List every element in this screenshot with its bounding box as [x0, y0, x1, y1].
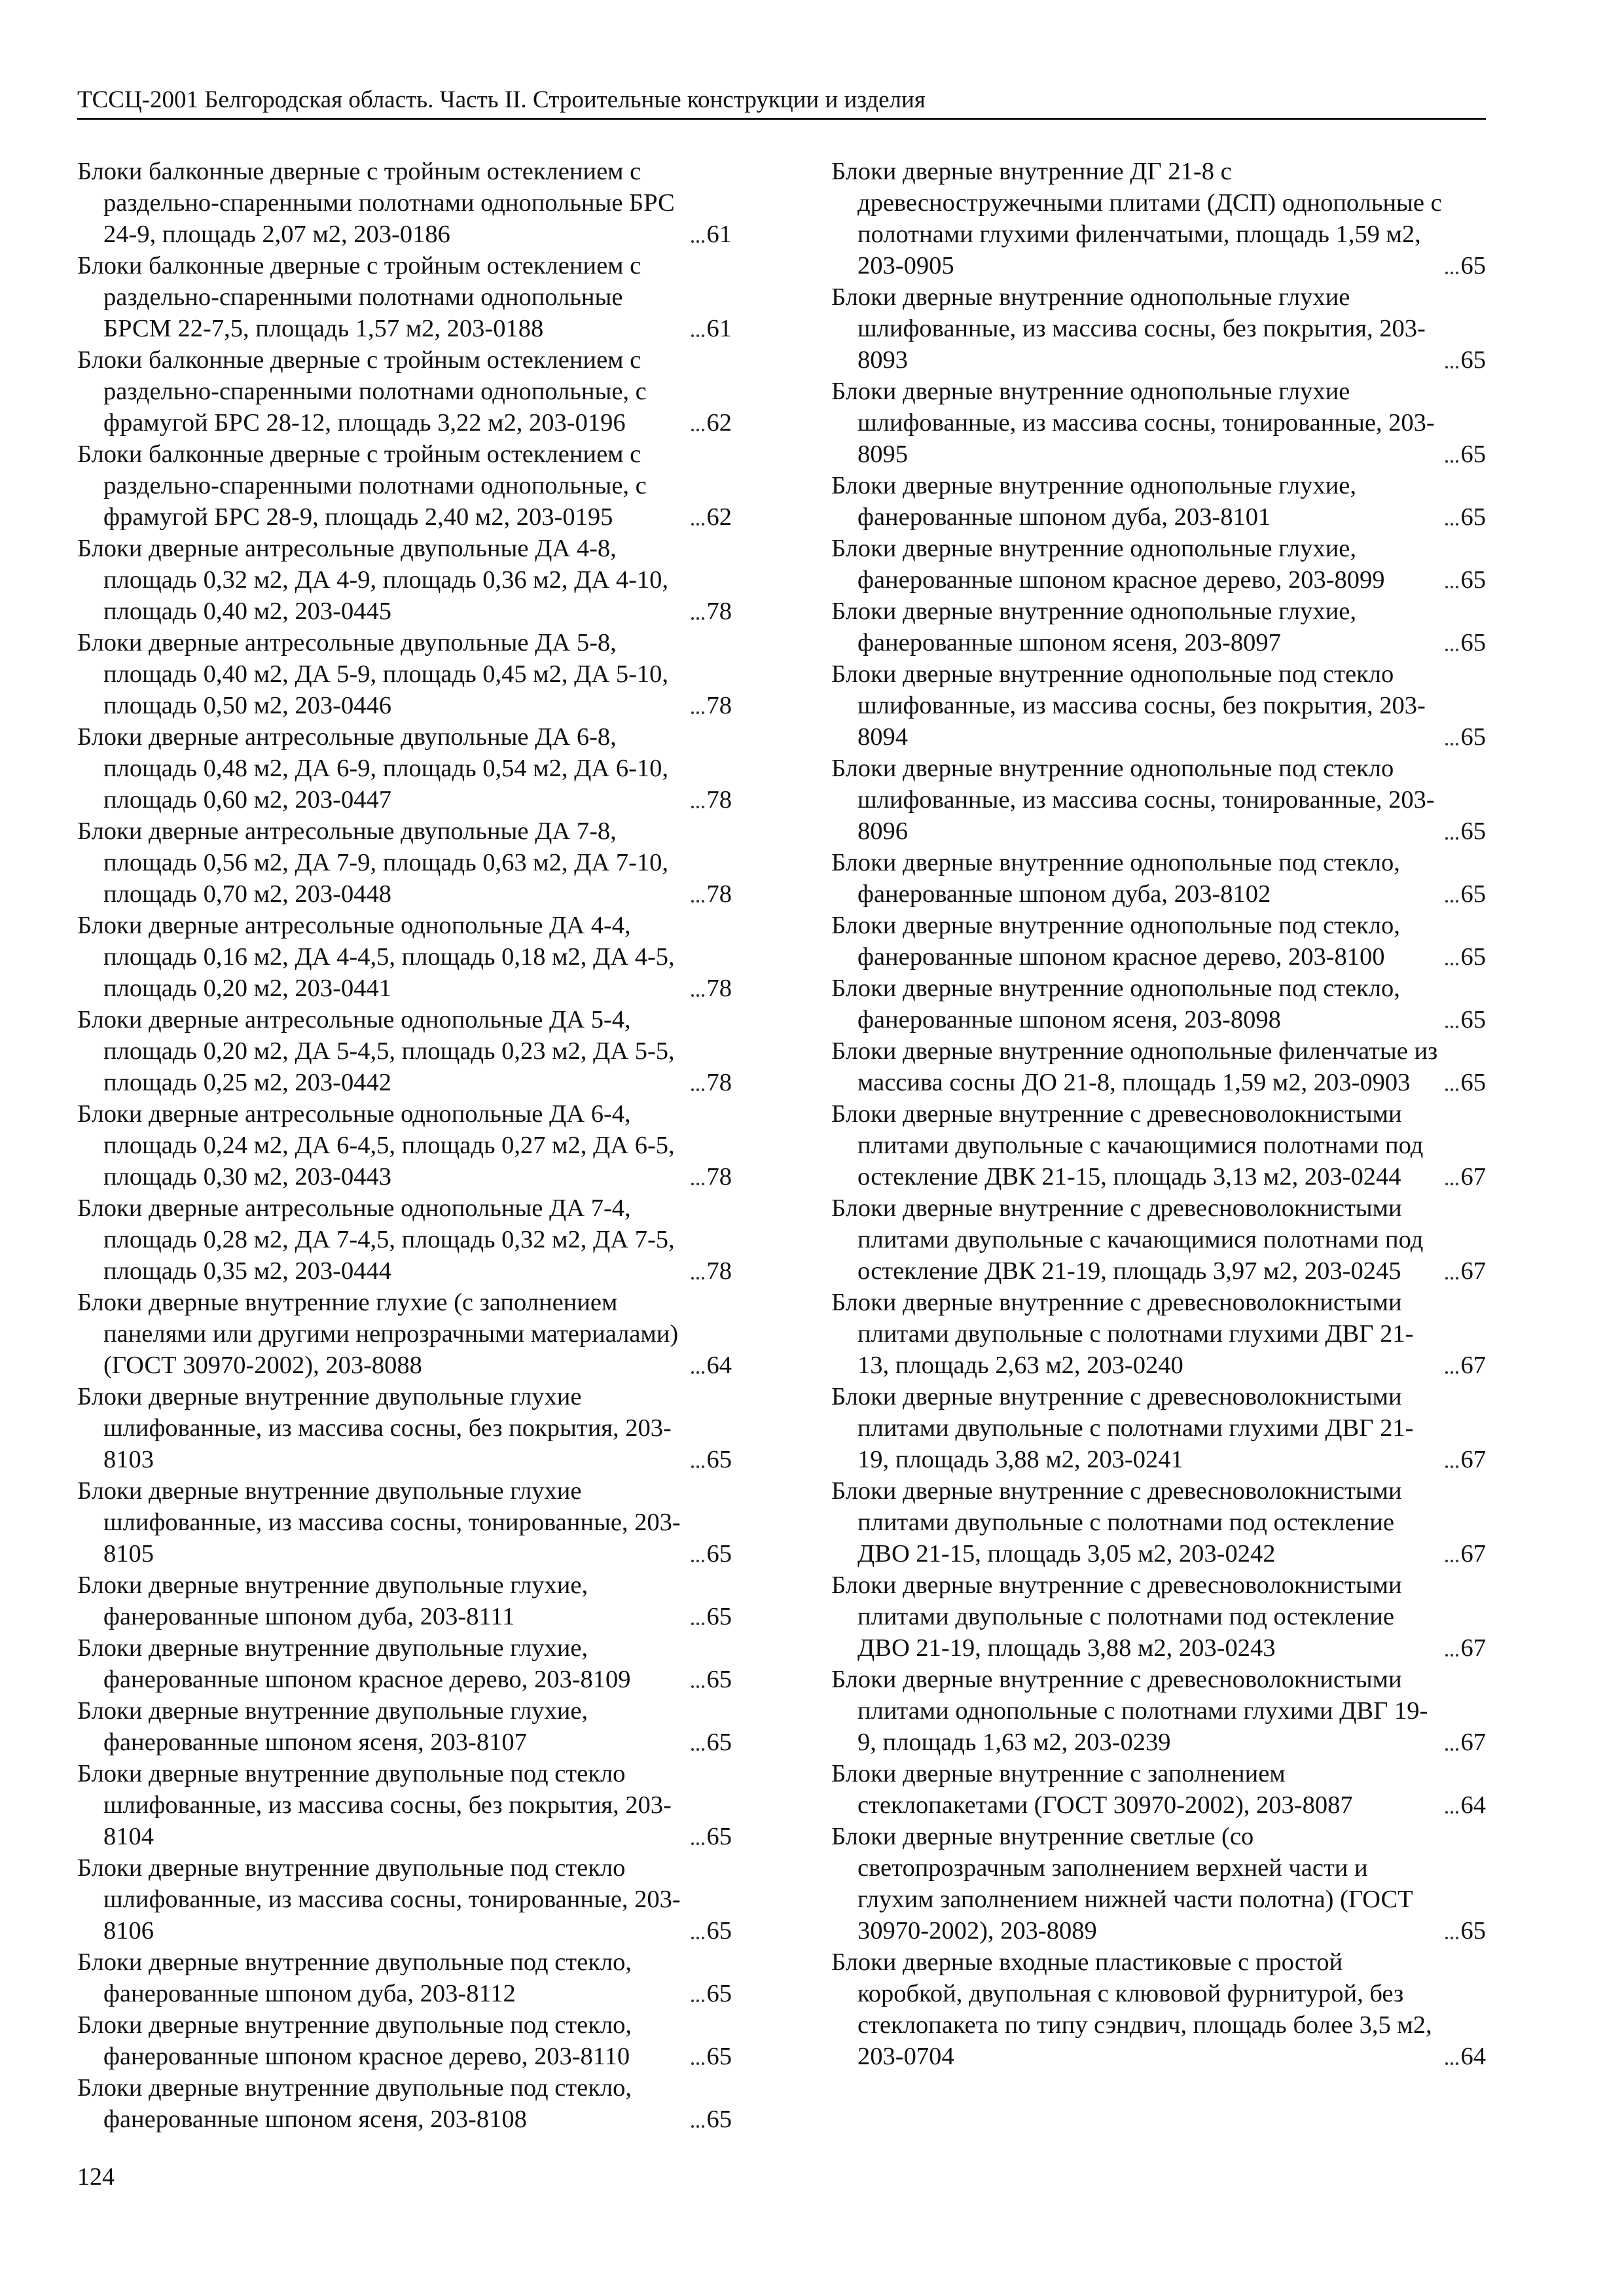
index-entry-text: Блоки дверные внутренние однопольные филенчатые из массива сосны ДО 21-8, площадь 1,59 м2, 203-0903 — [831, 1037, 1438, 1096]
index-entry-page: 62 — [706, 503, 732, 531]
index-entry — [77, 156, 732, 250]
index-entry — [831, 1098, 1486, 1193]
index-entry — [77, 1287, 732, 1381]
index-entry-page: 67 — [1460, 1540, 1486, 1568]
dot-leader — [691, 1560, 704, 1562]
index-entry-text: Блоки дверные внутренние двупольные под стекло, фанерованные шпоном красное дерево, 203-8110 — [77, 2011, 632, 2070]
dot-leader — [691, 617, 704, 620]
dot-leader — [1445, 837, 1458, 840]
dot-leader — [1445, 963, 1458, 965]
index-entry-text: Блоки дверные внутренние светлые (со светопрозрачным заполнением верхней части и глухим заполнением нижней части полотна) (ГОСТ 30970-2002), 203-8089 — [831, 1823, 1413, 1945]
index-entry-text: Блоки дверные антресольные однопольные ДА 5-4, площадь 0,20 м2, ДА 5-4,5, площадь 0,23 м2, ДА 5-5, площадь 0,25 м2, 203-0442 — [77, 1006, 675, 1096]
index-entry-page: 78 — [706, 880, 732, 908]
dot-leader — [1445, 523, 1458, 526]
index-entry — [831, 1035, 1486, 1098]
index-entry-text: Блоки дверные внутренние с древесноволокнистыми плитами однопольные с полотнами глухими ДВГ 19-9, площадь 1,63 м2, 203-0239 — [831, 1666, 1428, 1756]
dot-leader — [691, 806, 704, 808]
dot-leader — [691, 2000, 704, 2002]
dot-leader — [1445, 1811, 1458, 1814]
dot-leader — [691, 711, 704, 714]
index-entry — [831, 973, 1486, 1035]
index-entry-text: Блоки дверные внутренние с заполнением стеклопакетами (ГОСТ 30970-2002), 203-8087 — [831, 1760, 1353, 1819]
index-entry-page: 65 — [1460, 566, 1486, 594]
index-entry — [77, 2009, 732, 2072]
dot-leader — [1445, 1465, 1458, 1468]
dot-leader — [691, 900, 704, 903]
dot-leader — [691, 2062, 704, 2065]
index-entry-text: Блоки дверные антресольные однопольные ДА 7-4, площадь 0,28 м2, ДА 7-4,5, площадь 0,32 м2, ДА 7-5, площадь 0,35 м2, 203-0444 — [77, 1194, 675, 1285]
dot-leader — [1445, 1560, 1458, 1562]
index-entry — [831, 1287, 1486, 1381]
index-entry — [77, 1193, 732, 1287]
index-entry-text: Блоки дверные внутренние с древесноволокнистыми плитами двупольные с полотнами глухими ДВГ 21-19, площадь 3,88 м2, 203-0241 — [831, 1383, 1414, 1473]
index-entry-page: 65 — [1460, 1917, 1486, 1945]
index-entry — [77, 1475, 732, 1570]
index-entry-page: 78 — [706, 975, 732, 1002]
dot-leader — [1445, 1088, 1458, 1091]
index-entry-page: 65 — [706, 1917, 732, 1945]
index-entry — [77, 439, 732, 533]
index-entry — [831, 533, 1486, 596]
index-entry — [831, 470, 1486, 533]
index-entry — [77, 816, 732, 910]
index-entry-text: Блоки дверные внутренние двупольные глухие, фанерованные шпоном ясеня, 203-8107 — [77, 1697, 588, 1756]
index-entry — [831, 1946, 1486, 2072]
page-number: 124 — [77, 2163, 115, 2191]
dot-leader — [1445, 1277, 1458, 1280]
index-entry-page: 61 — [706, 315, 732, 342]
index-entry-text: Блоки дверные внутренние двупольные глухие шлифованные, из массива сосны, без покрытия, 203-8103 — [77, 1383, 672, 1473]
index-entry-page: 78 — [706, 692, 732, 719]
index-entry — [831, 1758, 1486, 1821]
index-entry-page: 64 — [1460, 1791, 1486, 1819]
index-entry-page: 65 — [1460, 880, 1486, 908]
dot-leader — [1445, 1026, 1458, 1028]
dot-leader — [691, 429, 704, 431]
dot-leader — [691, 2125, 704, 2128]
index-entry-page: 78 — [706, 1069, 732, 1096]
index-entry — [831, 281, 1486, 376]
index-entry-page: 78 — [706, 1163, 732, 1191]
index-entry — [77, 1852, 732, 1946]
index-entry-text: Блоки дверные внутренние однопольные под стекло, фанерованные шпоном красное дерево, 203-8100 — [831, 912, 1400, 971]
index-entry-text: Блоки дверные внутренние с древесноволокнистыми плитами двупольные с качающимися полотнами под остекление ДВК 21-19, площадь 3,97 м2, 203-0245 — [831, 1194, 1424, 1285]
index-entry-text: Блоки дверные внутренние однопольные под стекло шлифованные, из массива сосны, без покрытия, 203-8094 — [831, 660, 1426, 751]
dot-leader — [691, 1748, 704, 1751]
index-entry-page: 64 — [706, 1352, 732, 1379]
index-entry-text: Блоки балконные дверные с тройным остеклением с раздельно-спаренными полотнами однопольные, с фрамугой БРС 28-12, площадь 3,22 м2, 203-0196 — [77, 346, 647, 437]
index-entry — [831, 1821, 1486, 1946]
index-entry-text: Блоки дверные внутренние однопольные глухие, фанерованные шпоном дуба, 203-8101 — [831, 472, 1356, 531]
header-rule — [77, 118, 1486, 120]
index-entry-page: 65 — [706, 2043, 732, 2070]
index-entry-page: 65 — [706, 1540, 732, 1568]
index-entry-text: Блоки дверные внутренние двупольные глухие, фанерованные шпоном красное дерево, 203-8109 — [77, 1634, 631, 1693]
index-entry — [831, 847, 1486, 910]
dot-leader — [1445, 1654, 1458, 1657]
dot-leader — [1445, 2062, 1458, 2065]
dot-leader — [691, 1842, 704, 1845]
index-entry-text: Блоки дверные внутренние двупольные под стекло, фанерованные шпоном дуба, 203-8112 — [77, 1948, 632, 2007]
index-entry-text: Блоки дверные антресольные двупольные ДА 4-8, площадь 0,32 м2, ДА 4-9, площадь 0,36 м2, ДА 4-10, площадь 0,40 м2, 203-0445 — [77, 535, 669, 625]
index-entry-text: Блоки дверные внутренние глухие (с заполнением панелями или другими непрозрачными материалами) (ГОСТ 30970-2002), 203-8088 — [77, 1289, 679, 1379]
index-entry — [77, 344, 732, 439]
index-entry-text: Блоки дверные входные пластиковые с простой коробкой, двупольная с клювовой фурнитурой, без стеклопакета по типу сэндвич, площадь более 3,5 м2, 203-0704 — [831, 1948, 1432, 2070]
index-entry — [831, 596, 1486, 658]
index-entry — [77, 1381, 732, 1475]
index-entry-text: Блоки дверные внутренние двупольные под стекло шлифованные, из массива сосны, без покрытия, 203-8104 — [77, 1760, 672, 1850]
dot-leader — [1445, 1371, 1458, 1374]
index-entry-page: 78 — [706, 1257, 732, 1285]
dot-leader — [691, 1937, 704, 1939]
dot-leader — [691, 1183, 704, 1185]
index-column-left — [77, 156, 732, 2135]
index-entry — [77, 533, 732, 627]
index-entry-page: 65 — [1460, 629, 1486, 656]
dot-leader — [691, 1371, 704, 1374]
index-entry-text: Блоки дверные внутренние двупольные глухие, фанерованные шпоном дуба, 203-8111 — [77, 1571, 588, 1630]
index-entry-page: 78 — [706, 786, 732, 814]
index-entry — [77, 1098, 732, 1193]
index-entry-text: Блоки дверные внутренние с древесноволокнистыми плитами двупольные с полотнами под остекление ДВО 21-15, площадь 3,05 м2, 203-0242 — [831, 1477, 1402, 1568]
index-entry-page: 65 — [1460, 440, 1486, 468]
index-entry-page: 65 — [706, 1446, 732, 1473]
index-entry — [77, 1695, 732, 1758]
index-entry-text: Блоки дверные внутренние однопольные под стекло, фанерованные шпоном дуба, 203-8102 — [831, 849, 1400, 908]
index-entry-page: 65 — [1460, 503, 1486, 531]
dot-leader — [1445, 743, 1458, 745]
index-entry-text: Блоки дверные внутренние двупольные под стекло шлифованные, из массива сосны, тонированные, 203-8106 — [77, 1854, 681, 1945]
index-entry-text: Блоки дверные внутренние двупольные под стекло, фанерованные шпоном ясеня, 203-8108 — [77, 2074, 632, 2133]
index-entry-page: 65 — [706, 1666, 732, 1693]
index-entry — [77, 721, 732, 816]
index-entry-text: Блоки дверные внутренние однопольные под стекло шлифованные, из массива сосны, тонированные, 203-8096 — [831, 755, 1435, 845]
dot-leader — [691, 334, 704, 337]
index-entry — [831, 658, 1486, 753]
dot-leader — [691, 1685, 704, 1688]
dot-leader — [1445, 272, 1458, 274]
index-entry-page: 65 — [706, 1980, 732, 2007]
index-entry — [77, 2072, 732, 2135]
dot-leader — [1445, 900, 1458, 903]
dot-leader — [691, 1277, 704, 1280]
index-entry-text: Блоки дверные антресольные однопольные ДА 6-4, площадь 0,24 м2, ДА 6-4,5, площадь 0,27 м2, ДА 6-5, площадь 0,30 м2, 203-0443 — [77, 1100, 675, 1191]
dot-leader — [691, 240, 704, 243]
index-entry-text: Блоки балконные дверные с тройным остеклением с раздельно-спаренными полотнами однопольные БРСМ 22-7,5, площадь 1,57 м2, 203-0188 — [77, 252, 641, 342]
index-entry-page: 65 — [1460, 817, 1486, 845]
dot-leader — [1445, 366, 1458, 368]
dot-leader — [1445, 586, 1458, 588]
index-entry-page: 65 — [706, 2106, 732, 2133]
index-entry-text: Блоки дверные внутренние с древесноволокнистыми плитами двупольные с качающимися полотнами под остекление ДВК 21-15, площадь 3,13 м2, 203-0244 — [831, 1100, 1424, 1191]
index-entry — [77, 1570, 732, 1632]
index-entry — [77, 1946, 732, 2009]
dot-leader — [691, 1623, 704, 1625]
index-entry-text: Блоки дверные антресольные двупольные ДА 6-8, площадь 0,48 м2, ДА 6-9, площадь 0,54 м2, ДА 6-10, площадь 0,60 м2, 203-0447 — [77, 723, 669, 814]
index-entry-page: 65 — [706, 1729, 732, 1756]
index-entry — [831, 156, 1486, 281]
index-entry-page: 67 — [1460, 1257, 1486, 1285]
index-entry — [831, 1570, 1486, 1664]
dot-leader — [1445, 1183, 1458, 1185]
index-entry-page: 65 — [1460, 346, 1486, 374]
index-entry — [77, 910, 732, 1004]
index-entry-text: Блоки балконные дверные с тройным остеклением с раздельно-спаренными полотнами однопольные, с фрамугой БРС 28-9, площадь 2,40 м2, 203-0195 — [77, 440, 647, 531]
index-column-right — [831, 156, 1486, 2072]
index-entry-text: Блоки дверные внутренние однопольные глухие шлифованные, из массива сосны, без покрытия, 203-8093 — [831, 283, 1426, 374]
index-entry-page: 65 — [706, 1823, 732, 1850]
index-entry — [77, 1004, 732, 1098]
index-entry-page: 67 — [1460, 1446, 1486, 1473]
index-entry — [831, 1475, 1486, 1570]
index-entry-page: 64 — [1460, 2043, 1486, 2070]
index-entry-page: 67 — [1460, 1634, 1486, 1662]
index-entry — [831, 1664, 1486, 1758]
index-entry-page: 65 — [1460, 723, 1486, 751]
index-entry — [77, 1758, 732, 1852]
index-entry — [831, 376, 1486, 470]
index-entry-text: Блоки дверные внутренние с древесноволокнистыми плитами двупольные с полотнами глухими ДВГ 21-13, площадь 2,63 м2, 203-0240 — [831, 1289, 1414, 1379]
index-entry-text: Блоки дверные внутренние однопольные глухие шлифованные, из массива сосны, тонированные, 203-8095 — [831, 378, 1435, 468]
dot-leader — [691, 1465, 704, 1468]
index-entry-page: 65 — [1460, 252, 1486, 279]
index-entry-page: 65 — [1460, 943, 1486, 971]
dot-leader — [1445, 460, 1458, 463]
index-entry-text: Блоки дверные внутренние двупольные глухие шлифованные, из массива сосны, тонированные, 203-8105 — [77, 1477, 681, 1568]
index-entry-text: Блоки дверные антресольные однопольные ДА 4-4, площадь 0,16 м2, ДА 4-4,5, площадь 0,18 м2, ДА 4-5, площадь 0,20 м2, 203-0441 — [77, 912, 675, 1002]
index-entry-page: 65 — [1460, 1069, 1486, 1096]
index-entry-page: 78 — [706, 598, 732, 625]
index-entry-text: Блоки балконные дверные с тройным остеклением с раздельно-спаренными полотнами однопольные БРС 24-9, площадь 2,07 м2, 203-0186 — [77, 158, 675, 248]
index-entry — [77, 250, 732, 344]
index-entry-page: 67 — [1460, 1163, 1486, 1191]
index-entry-page: 67 — [1460, 1729, 1486, 1756]
dot-leader — [691, 1088, 704, 1091]
index-entry — [831, 910, 1486, 973]
index-entry — [77, 627, 732, 721]
index-entry-page: 65 — [706, 1603, 732, 1630]
index-entry — [77, 1632, 732, 1695]
dot-leader — [691, 994, 704, 997]
running-header: ТССЦ-2001 Белгородская область. Часть II. Строительные конструкции и изделия — [77, 86, 926, 113]
index-entry-text: Блоки дверные антресольные двупольные ДА 5-8, площадь 0,40 м2, ДА 5-9, площадь 0,45 м2, ДА 5-10, площадь 0,50 м2, 203-0446 — [77, 629, 669, 719]
index-entry-text: Блоки дверные внутренние однопольные глухие, фанерованные шпоном красное дерево, 203-8099 — [831, 535, 1385, 594]
dot-leader — [1445, 1937, 1458, 1939]
index-entry-text: Блоки дверные внутренние с древесноволокнистыми плитами двупольные с полотнами под остекление ДВО 21-19, площадь 3,88 м2, 203-0243 — [831, 1571, 1402, 1662]
index-entry — [831, 1381, 1486, 1475]
index-entry-page: 62 — [706, 409, 732, 437]
index-entry-text: Блоки дверные внутренние однопольные под стекло, фанерованные шпоном ясеня, 203-8098 — [831, 975, 1400, 1033]
index-entry-page: 67 — [1460, 1352, 1486, 1379]
index-entry-text: Блоки дверные антресольные двупольные ДА 7-8, площадь 0,56 м2, ДА 7-9, площадь 0,63 м2, ДА 7-10, площадь 0,70 м2, 203-0448 — [77, 817, 669, 908]
dot-leader — [1445, 1748, 1458, 1751]
dot-leader — [1445, 649, 1458, 651]
dot-leader — [691, 523, 704, 526]
index-entry-text: Блоки дверные внутренние однопольные глухие, фанерованные шпоном ясеня, 203-8097 — [831, 598, 1356, 656]
index-entry — [831, 753, 1486, 847]
index-entry-page: 65 — [1460, 1006, 1486, 1033]
index-entry-page: 61 — [706, 221, 732, 248]
index-entry — [831, 1193, 1486, 1287]
index-entry-text: Блоки дверные внутренние ДГ 21-8 с древесностружечными плитами (ДСП) однопольные с полотнами глухими филенчатыми, площадь 1,59 м2, 203-0905 — [831, 158, 1442, 279]
